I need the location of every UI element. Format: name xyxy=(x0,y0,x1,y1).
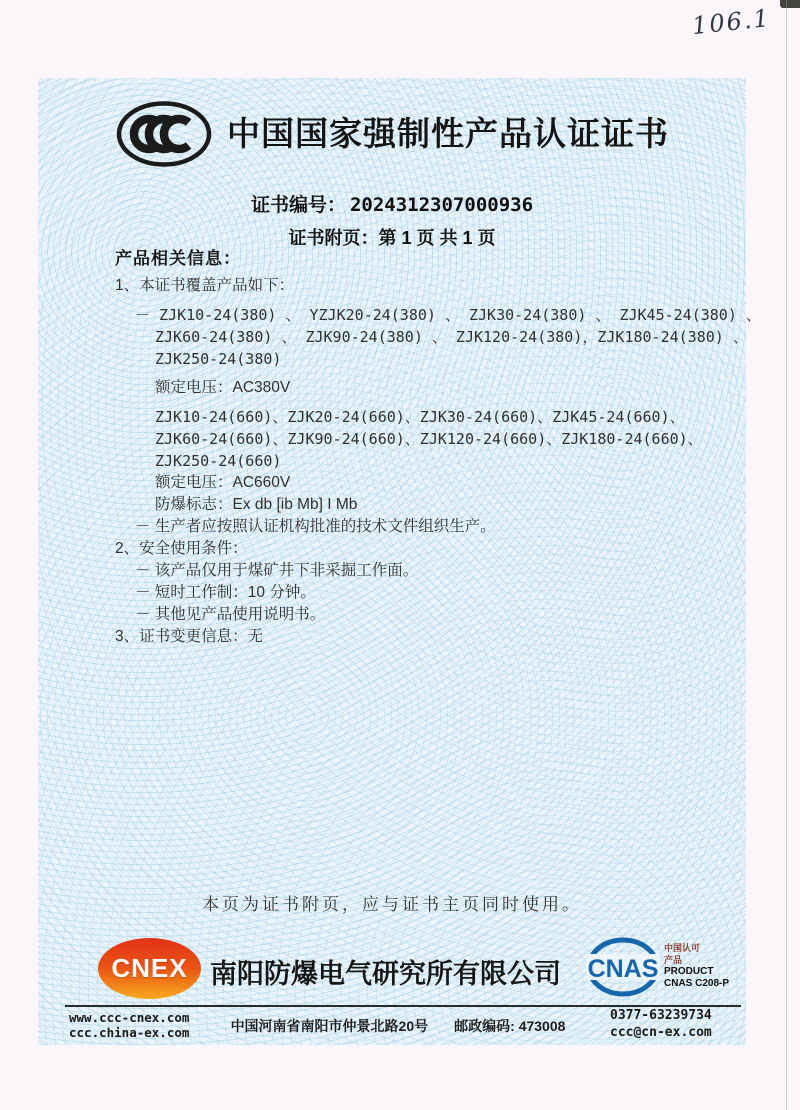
product-info-line: 额定电压：AC660V xyxy=(155,474,291,491)
cnas-emblem-icon xyxy=(586,936,660,1000)
product-info-heading: 产品相关信息： xyxy=(115,249,241,268)
company-address: 中国河南省南阳市仲景北路20号 xyxy=(230,1018,429,1034)
handwritten-mark: 106.1 xyxy=(690,3,772,41)
cnas-side-line: PRODUCT xyxy=(664,966,714,977)
product-info-line: － ZJK10-24(380) 、 YZJK20-24(380) 、 ZJK30-24(380) 、 ZJK45-24(380) 、 xyxy=(135,306,761,324)
product-info-lines xyxy=(115,275,761,648)
company-name: 南阳防爆电气研究所有限公司 xyxy=(210,959,561,989)
product-info-line: 额定电压：AC380V xyxy=(155,379,291,396)
website-secondary: ccc.china-ex.com xyxy=(69,1025,190,1040)
footer-note: 本页为证书附页，应与证书主页同时使用。 xyxy=(202,895,582,914)
attachment-page-value: 第 1 页 共 1 页 xyxy=(378,228,496,248)
certificate-number-value: 2024312307000936 xyxy=(349,194,534,216)
product-info-line: － 生产者应按照认证机构批准的技术文件组织生产。 xyxy=(135,518,496,535)
cnex-logo-label: CNEX xyxy=(111,953,188,983)
attachment-page-label: 证书附页： xyxy=(288,228,379,248)
product-info-line: ZJK60-24(660)、ZJK90-24(660)、ZJK120-24(660)、ZJK180-24(660)、 xyxy=(155,430,703,448)
product-info-line: 防爆标志：Ex db [ib Mb] I Mb xyxy=(155,496,358,513)
contact-address-block xyxy=(188,1016,608,1036)
scan-edge-artifact xyxy=(780,0,800,8)
cnas-accreditation-text xyxy=(664,936,729,1000)
cnas-side-line: CNAS C208-P xyxy=(664,978,730,989)
cnas-logo xyxy=(586,936,742,1000)
contact-phone-email xyxy=(610,1007,712,1041)
product-info-section xyxy=(115,248,761,648)
product-info-line: ZJK250-24(380) xyxy=(155,350,282,368)
scan-edge-line xyxy=(786,0,787,1110)
product-info-line: ZJK250-24(660) xyxy=(155,452,282,470)
product-info-line: － 短时工作制：10 分钟。 xyxy=(135,584,316,601)
email-address: ccc@cn-ex.com xyxy=(610,1025,712,1040)
svg-text:CNAS: CNAS xyxy=(587,955,659,983)
product-info-line: 1、本证书覆盖产品如下： xyxy=(115,277,295,294)
website-primary: www.ccc-cnex.com xyxy=(69,1010,190,1025)
certificate-number-line xyxy=(38,190,746,217)
product-info-line: － 该产品仅用于煤矿井下非采掘工作面。 xyxy=(135,562,419,579)
contact-websites xyxy=(69,1010,189,1040)
phone-number: 0377-63239734 xyxy=(610,1008,712,1023)
cnas-side-line: 产品 xyxy=(664,955,683,965)
postal-code: 邮政编码: 473008 xyxy=(454,1018,566,1034)
product-info-line: 3、证书变更信息：无 xyxy=(115,628,264,645)
product-info-line: ZJK60-24(380) 、 ZJK90-24(380) 、 ZJK120-24(380)，ZJK180-24(380) 、 xyxy=(155,328,748,346)
product-info-line: － 其他见产品使用说明书。 xyxy=(135,606,326,623)
ccc-logo-icon xyxy=(116,100,212,168)
attachment-page-line xyxy=(38,224,746,250)
product-info-line: ZJK10-24(660)、ZJK20-24(660)、ZJK30-24(660)、ZJK45-24(660)、 xyxy=(155,408,685,426)
organization-row xyxy=(38,934,746,1004)
cnas-side-line: 中国认可 xyxy=(664,943,701,953)
certificate-number-label: 证书编号： xyxy=(250,195,346,216)
cnex-logo xyxy=(98,938,201,999)
certificate-title: 中国国家强制性产品认证证书 xyxy=(227,115,669,152)
certificate-page xyxy=(38,78,761,1045)
product-info-line: 2、安全使用条件： xyxy=(115,540,248,557)
